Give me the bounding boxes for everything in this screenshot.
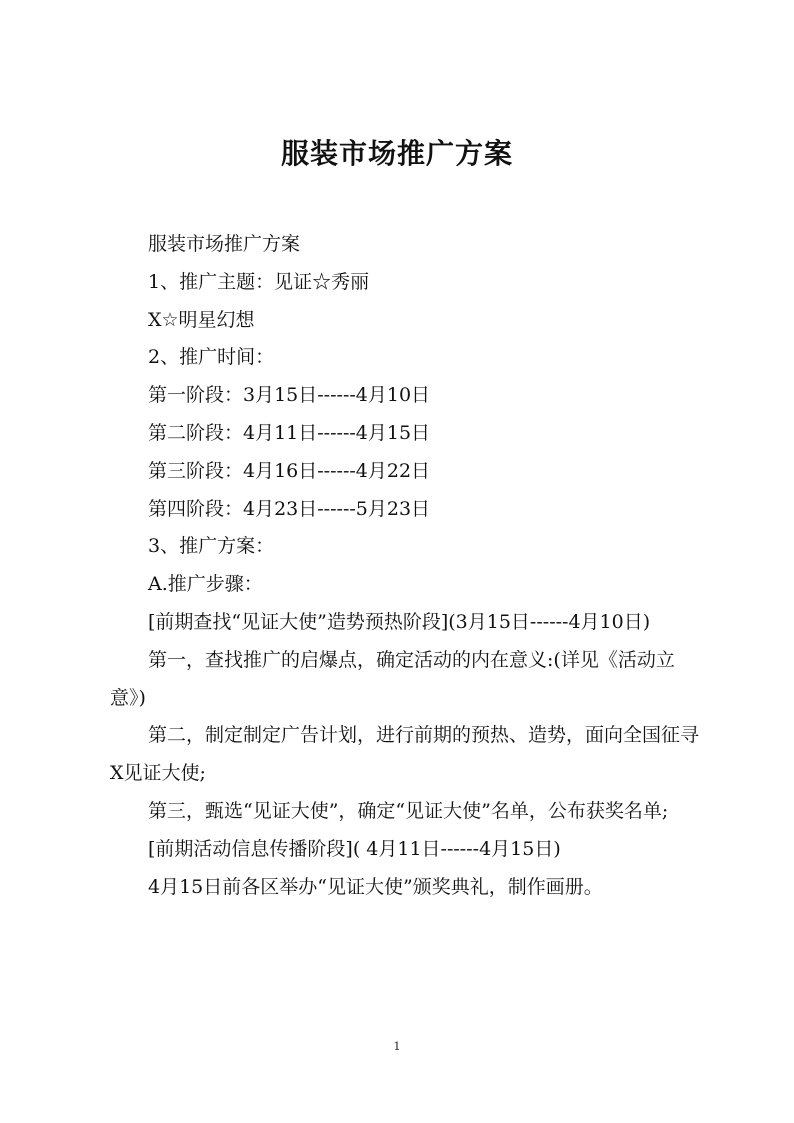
paragraph-promotion-plan: 3、推广方案： — [148, 535, 275, 558]
paragraph-theme-subtitle: X☆明星幻想 — [148, 308, 255, 331]
paragraph-award-ceremony: 4月15日前各区举办“见证大使”颁奖典礼，制作画册。 — [148, 875, 603, 898]
paragraph-step-one: 第一，查找推广的启爆点，确定活动的内在意义:(详见《活动立意》) — [110, 648, 675, 709]
paragraph-phase-one: 第一阶段：3月15日------4月10日 — [148, 384, 431, 407]
paragraph-phase-four: 第四阶段：4月23日------5月23日 — [148, 497, 431, 520]
page-title: 服装市场推广方案 — [280, 137, 513, 170]
paragraph-step-three: 第三，甄选“见证大使”，确定“见证大使”名单，公布获奖名单; — [148, 799, 669, 822]
paragraph-promotion-theme: 1、推广主题：见证☆秀丽 — [148, 270, 370, 293]
paragraph-phase-two: 第二阶段：4月11日------4月15日 — [148, 421, 431, 444]
paragraph-promotion-steps: A.推广步骤： — [148, 573, 263, 596]
document-body — [110, 226, 700, 906]
paragraph-doc-heading: 服装市场推广方案 — [148, 233, 301, 255]
paragraph-info-stage: [前期活动信息传播阶段]( 4月11日------4月15日) — [148, 837, 561, 860]
paragraph-step-two: 第二，制定制定广告计划，进行前期的预热、造势，面向全国征寻X见证大使; — [110, 724, 700, 785]
paragraph-phase-three: 第三阶段：4月16日------4月22日 — [148, 459, 431, 482]
paragraph-promotion-time: 2、推广时间： — [148, 346, 275, 369]
page-number: 1 — [393, 1040, 401, 1053]
paragraph-early-stage: [前期查找“见证大使”造势预热阶段](3月15日------4月10日) — [148, 610, 651, 633]
